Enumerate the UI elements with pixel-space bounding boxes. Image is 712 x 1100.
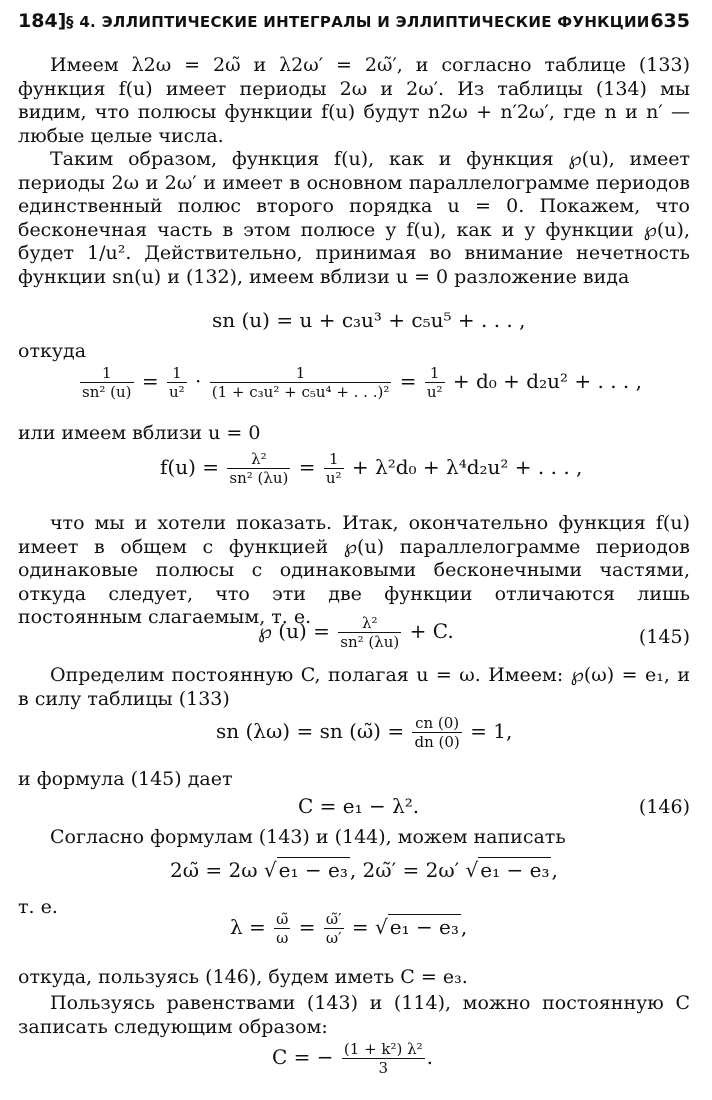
equation-number-146: (146) [638, 796, 690, 818]
equation-lambda: λ = $\frac{\omegã}{\omega}$ = $\frac{\omegã'}{\omega'}$ = √ e₁ − e₃ , [230, 910, 468, 947]
paragraph-2: Таким образом, функция f(u), как и функция ℘(u), имеет периоды 2ω и 2ω′ и имеет в основном параллелограмме периодов единственный полюс второго порядка u = 0. Покажем, что бесконечная часть в этом полюсе у f(u), как и у функции ℘(u), будет 1/u². Действительно, принимая во внимание нечетность функции sn(u) и (132), имеем вблизи u = 0 разложение вида [18, 148, 690, 288]
fraction: $\frac{\text{λ²}}{\text{sn² (λu)}}$ [229, 450, 289, 487]
equation-omega-tilde: 2ω̃ = 2ω √ e₁ − e₃ , 2ω̃′ = 2ω′ √ e₁ − e₃ , [170, 858, 558, 882]
fraction: $\frac{\omegã}{\omega}$ [276, 910, 289, 947]
paragraph-5: что мы и хотели показать. Итак, окончательно функция f(u) имеет в общем с функцией ℘(u) параллелограмме периодов одинаковые полюсы с одинаковыми бесконечными частями, откуда следует, что эти две функции отличаются лишь постоянным слагаемым, т. е. [18, 512, 690, 628]
equation-f-expansion: f(u) = $\frac{\text{λ²}}{\text{sn² (λu)}}$ = $\frac{1}{\text{u²}}$ + λ²d₀ + λ⁴d₂u² + . . . , [160, 450, 583, 487]
fraction: $\frac{\text{λ²}}{\text{sn² (λu)}}$ [340, 614, 400, 651]
running-header [18, 10, 694, 42]
equation-146: C = e₁ − λ². [298, 794, 420, 818]
fraction: $\frac{cn (0)}{dn (0)}$ [414, 714, 460, 751]
fraction: $\frac{1}{\text{u²}}$ [426, 364, 443, 401]
fraction: $\frac{1}{\text{sn² (u)}}$ [82, 364, 132, 401]
section-marker: 184] [18, 10, 67, 32]
equation-sn-omega: sn (λω) = sn (ω̃) = $\frac{cn (0)}{dn (0)}$ = 1, [216, 714, 513, 751]
running-title: § 4. ЭЛЛИПТИЧЕСКИЕ ИНТЕГРАЛЫ И ЭЛЛИПТИЧЕСКИЕ ФУНКЦИИ [66, 13, 650, 31]
paragraph-10: откуда, пользуясь (146), будем иметь C = e₃. [18, 966, 468, 988]
equation-c-final: C = − $\frac{\text{(1 + k²) λ²}}{3}$ . [272, 1040, 434, 1077]
fraction: $\frac{1}{\text{u²}}$ [169, 364, 185, 401]
paragraph-3: откуда [18, 340, 87, 362]
equation-sn-expansion: sn (u) = u + c₃u³ + c₅u⁵ + . . . , [212, 308, 526, 332]
paragraph-1: Имеем λ2ω = 2ω̃ и λ2ω′ = 2ω̃′, и согласно таблице (133) функция f(u) имеет периоды 2ω и 2ω′. Из таблицы (134) мы видим, что полюсы функции f(u) будут n2ω + n′2ω′, где n и n′ — любые целые числа. [18, 54, 690, 147]
fraction: $\frac{\omegã'}{\omega'}$ [325, 910, 342, 947]
equation-reciprocal-sn: $\frac{1}{\text{sn² (u)}}$ = $\frac{1}{\text{u²}}$ · $\frac{1}{\text{(1 + c₃u² + c₅u⁴ + . . .)²}}$ = $\frac{1}{\text{u²}}$ + d₀ + d₂u² + . . . , [82, 364, 642, 401]
paragraph-6: Определим постоянную C, полагая u = ω. Имеем: ℘(ω) = e₁, и в силу таблицы (133) [18, 664, 690, 710]
fraction: $\frac{\text{(1 + k²) λ²}}{3}$ [343, 1040, 423, 1077]
equation-number-145: (145) [638, 626, 690, 648]
equation-145: ℘ (u) = $\frac{\text{λ²}}{\text{sn² (λu)}}$ + C. [258, 614, 454, 651]
paragraph-8: Согласно формулам (143) и (144), можем написать [50, 826, 566, 848]
paragraph-7: и формула (145) дает [18, 768, 233, 790]
paragraph-11: Пользуясь равенствами (143) и (114), можно постоянную C записать следующим образом: [18, 992, 690, 1038]
fraction: $\frac{1}{\text{u²}}$ [325, 450, 342, 487]
paragraph-4: или имеем вблизи u = 0 [18, 422, 261, 444]
paragraph-9: т. е. [18, 896, 58, 918]
fraction: $\frac{1}{\text{(1 + c₃u² + c₅u⁴ + . . .)²}}$ [211, 364, 390, 401]
page-number: 635 [650, 10, 690, 32]
